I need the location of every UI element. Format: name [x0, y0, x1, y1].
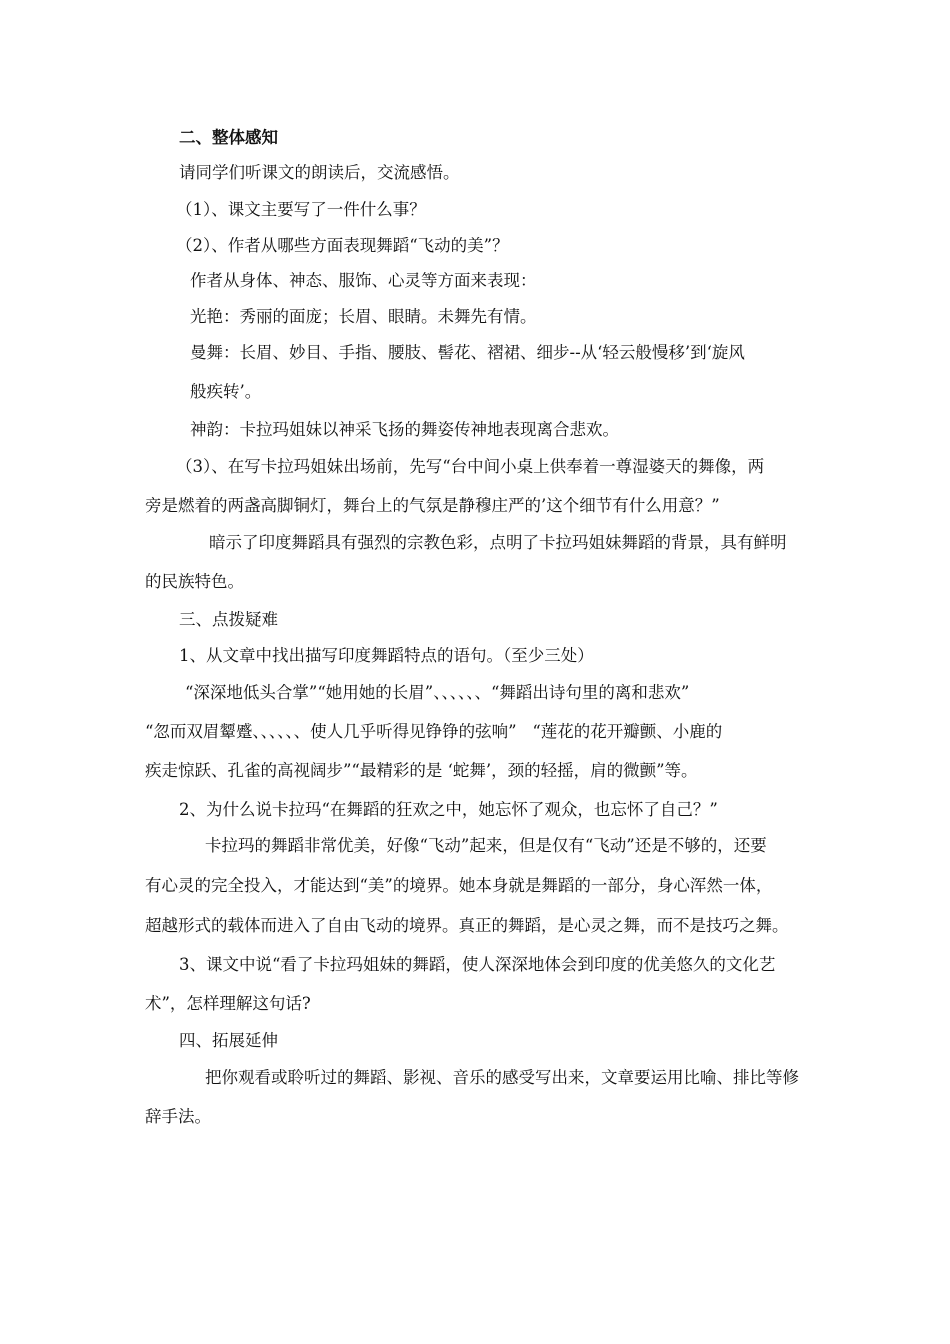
point-1-answer-line-2: “忽而双眉颦蹙、、、、、、使人几乎听得见铮铮的弦响” “莲花的花开瓣颤、小鹿的 [145, 722, 723, 741]
point-1-question: 1、从文章中找出描写印度舞蹈特点的语句。（至少三处） [179, 646, 594, 665]
section-heading-key-points: 三、点拨疑难 [179, 610, 278, 629]
question-3-line-1: （3）、在写卡拉玛姐妹出场前，先写“台中间小桌上供奉着一尊湿婆天的舞像，两 [176, 457, 765, 476]
section-heading-overall-perception: 二、整体感知 [179, 128, 278, 147]
extension-paragraph-line-1: 把你观看或聆听过的舞蹈、影视、音乐的感受写出来，文章要运用比喻、排比等修 [205, 1068, 799, 1087]
point-1-answer-line-1: “深深地低头合掌”“她用她的长眉”、、、、、、“舞蹈出诗句里的离和悲欢” [185, 683, 690, 702]
point-2-answer-line-1: 卡拉玛的舞蹈非常优美，好像“飞动”起来，但是仅有“飞动”还是不够的，还要 [205, 836, 767, 855]
answer-2-guangyan: 光艳：秀丽的面庞；长眉、眼睛。未舞先有情。 [190, 307, 537, 326]
extension-paragraph-line-2: 辞手法。 [145, 1107, 211, 1126]
answer-2-manwu-line-2: 般疾转’。 [190, 382, 262, 401]
point-2-question: 2、为什么说卡拉玛“在舞蹈的狂欢之中，她忘怀了观众，也忘怀了自己？” [179, 800, 718, 819]
question-2: （2）、作者从哪些方面表现舞蹈“飞动的美”？ [176, 236, 509, 255]
point-2-answer-line-2: 有心灵的完全投入，才能达到“美”的境界。她本身就是舞蹈的一部分，身心浑然一体， [145, 876, 773, 895]
point-1-answer-line-3: 疾走惊跃、孔雀的高视阔步”“最精彩的是 ‘蛇舞’，颈的轻摇，肩的微颤”等。 [145, 761, 698, 780]
answer-3-line-1: 暗示了印度舞蹈具有强烈的宗教色彩，点明了卡拉玛姐妹舞蹈的背景，具有鲜明 [209, 533, 787, 552]
answer-3-line-2: 的民族特色。 [145, 572, 244, 591]
answer-2-manwu-line-1: 曼舞：长眉、妙目、手指、腰肢、髻花、褶裙、细步--从‘轻云般慢移’到‘旋风 [190, 343, 745, 362]
point-3-question-line-1: 3、课文中说“看了卡拉玛姐妹的舞蹈，使人深深地体会到印度的优美悠久的文化艺 [179, 955, 776, 974]
point-3-question-line-2: 术”，怎样理解这句话? [145, 994, 311, 1013]
question-1: （1）、课文主要写了一件什么事？ [176, 200, 426, 219]
answer-2-shenyun: 神韵：卡拉玛姐妹以神采飞扬的舞姿传神地表现离合悲欢。 [190, 420, 619, 439]
point-2-answer-line-3: 超越形式的载体而进入了自由飞动的境界。真正的舞蹈，是心灵之舞，而不是技巧之舞。 [145, 916, 789, 935]
section-heading-extension: 四、拓展延伸 [179, 1031, 278, 1050]
paragraph-intro: 请同学们听课文的朗读后，交流感悟。 [179, 163, 460, 182]
answer-2-intro: 作者从身体、神态、服饰、心灵等方面来表现： [190, 271, 537, 290]
question-3-line-2: 旁是燃着的两盏高脚铜灯，舞台上的气氛是静穆庄严的’这个细节有什么用意？” [145, 496, 720, 515]
